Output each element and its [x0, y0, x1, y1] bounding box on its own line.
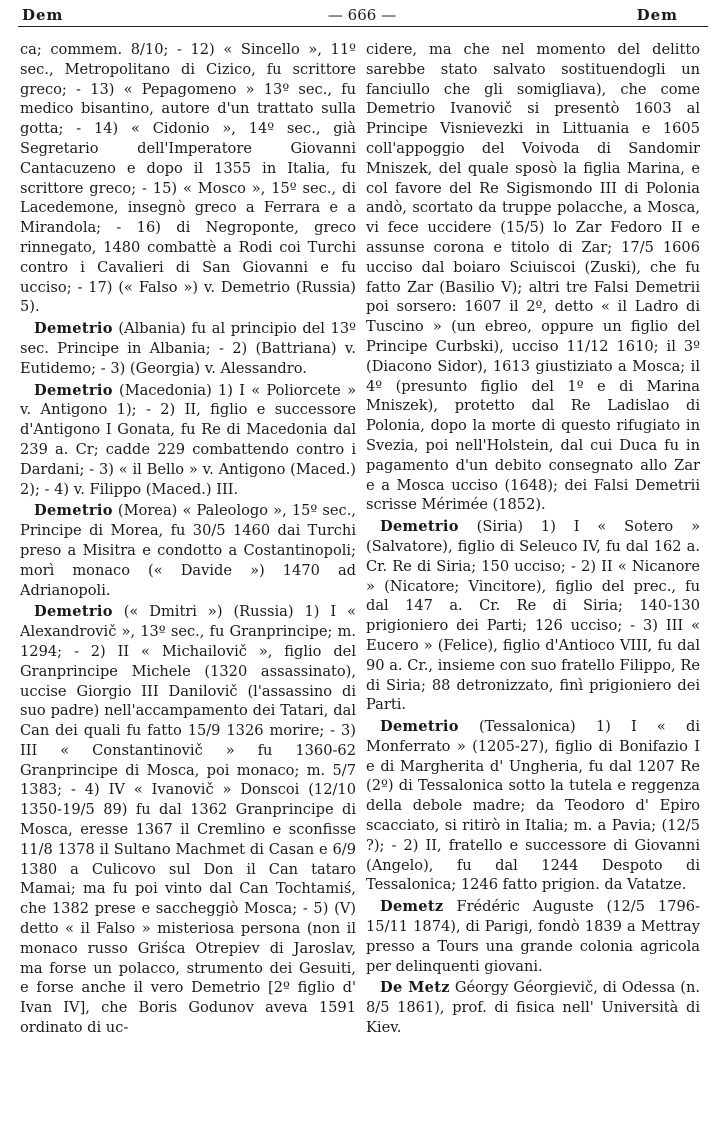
entry-headword: Demetrio	[34, 502, 113, 520]
entry-text: (Albania) fu al principio del 13º sec. Principe in Albania; - 2) (Battriana) v. Eutidemo; - 3) (Georgia) v. Alessandro.	[20, 320, 356, 377]
entry-headword: Demetrio	[380, 518, 459, 536]
entry-demetrio-siria	[366, 517, 700, 715]
entry-text: Géorgy Géorgievič, di Odessa (n. 8/5 1861), prof. di fisica nell' Università di Kiev.	[366, 979, 700, 1037]
entry-text: Frédéric Auguste (12/5 1796-15/11 1874), di Parigi, fondò 1839 a Mettray presso a Tours una grande colonia agricola per delinquenti giovani.	[366, 898, 700, 975]
entry-headword: De Metz	[380, 979, 450, 997]
header-left-word: Dem	[22, 6, 64, 24]
entry-demetz	[366, 897, 700, 976]
right-column	[366, 40, 700, 1040]
entry-continuation	[366, 40, 700, 515]
entry-demetrio-tessalonica	[366, 717, 700, 895]
entry-headword: Demetrio	[34, 320, 113, 338]
entry-text: (Tessalonica) 1) I « di Monferrato » (1205-27), figlio di Bonifazio I e di Margherita d' Ungheria, fu dal 1207 Re (2º) di Tessalonica sotto la tutela e reggenza della debole madre; da Teodoro d' Epiro scacciato, si ritirò in Italia; m. a Pavia; (12/5 ?); - 2) II, fratello e successore di Giovanni (Angelo), fu dal 1244 Despoto di Tessalonica; 1246 fatto prigion. da Vatatze.	[366, 718, 701, 894]
entry-text: ca; commem. 8/10; - 12) « Sincello », 11º sec., Metropolitano di Cizico, fu scrittore greco; - 13) « Pepagomeno » 13º sec., fu medico bisantino, autore d'un trattato sulla gotta; - 14) « Cidonio », 14º sec., già Segretario dell'Imperatore Giovanni Cantacuzeno e dopo il 1355 in Italia, fu scrittore greco; - 15) « Mosco », 15º sec., di Lacedemone, insegnò greco a Ferrara e a Mirandola; - 16) di Negroponte, greco rinnegato, 1480 combattè a Rodi coi Turchi contro i Cavalieri di San Giovanni e fu ucciso; - 17) (« Falso ») v. Demetrio (Russia) 5).	[20, 41, 356, 316]
running-header	[16, 4, 708, 28]
entry-de-metz	[366, 978, 700, 1037]
entry-text: (Siria) 1) I « Sotero » (Salvatore), figlio di Seleuco IV, fu dal 162 a. Cr. Re di Siria; 150 ucciso; - 2) II « Nicanore » (Nicatore; Vincitore), figlio del prec., fu dal 147 a. Cr. Re di Siria; 140-130 prigioniero dei Parti; 126 ucciso; - 3) III « Eucero » (Felice), figlio d'Antioco VIII, fu dal 90 a. Cr., insieme con suo fratello Filippo, Re di Siria; 88 detronizzato, finì prigioniero dei Parti.	[366, 518, 701, 714]
header-rule	[18, 26, 708, 27]
entry-text: cidere, ma che nel momento del delitto sarebbe stato salvato sostituendogli un fanciullo che gli somigliava), che come Demetrio Ivanovič si presentò 1603 al Principe Visnievezki in Littuania e 1605 coll'appoggio del Voivoda di Sandomir Mniszek, del quale sposò la figlia Marina, e col favore del Re Sigismondo III di Polonia andò, scortato da truppe polacche, a Mosca, vi fece uccidere (15/5) lo Zar Fedoro II e assunse corona e titolo di Zar; 17/5 1606 ucciso dal boiaro Sciuiscoi (Zuski), che fu fatto Zar (Basilio V); altri tre Falsi Demetrii poi sorsero: 1607 il 2º, detto « il Ladro di Tuscino » (un ebreo, oppure un figlio del Principe Curbski), ucciso 11/12 1610; il 3º (Diacono Sidor), 1613 giustiziato a Mosca; il 4º (presunto figlio del 1º e di Marina Mniszek), protetto dal Re Ladislao di Polonia, dopo la morte di questo rifugiato in Svezia, poi nell'Holstein, dal cui Duca fu in pagamento d'un debito consegnato allo Zar e a Mosca ucciso (1648); dei Falsi Demetrii scrisse Mérimée (1852).	[366, 41, 700, 514]
entry-continuation	[20, 40, 356, 317]
entry-text: (Macedonia) 1) I « Poliorcete » v. Antigono 1); - 2) II, figlio e successore d'Antigono I Gonata, fu Re di Macedonia dal 239 a. Cr; cadde 229 combattendo contro i Dardani; - 3) « il Bello » v. Antigono (Maced.) 2); - 4) v. Filippo (Maced.) III.	[20, 381, 356, 498]
entry-headword: Demetrio	[34, 381, 113, 399]
page-number: — 666 —	[327, 6, 397, 24]
entry-text: (Morea) « Paleologo », 15º sec., Principe di Morea, fu 30/5 1460 dai Turchi preso a Misitra e condotto a Costantinopoli; morì monaco (« Davide ») 1470 ad Adrianopoli.	[20, 502, 356, 599]
entry-headword: Demetrio	[34, 603, 113, 621]
entry-headword: Demetz	[380, 898, 444, 916]
entry-headword: Demetrio	[380, 718, 459, 736]
entry-demetrio-morea	[20, 501, 356, 600]
entry-demetrio-macedonia	[20, 381, 356, 500]
entry-demetrio-albania	[20, 319, 356, 378]
entry-text: (« Dmitri ») (Russia) 1) I « Alexandrovič », 13º sec., fu Granprincipe; m. 1294; - 2) II « Michailovič », figlio del Granprincipe Michele (1320 assassinato), uccise Giorgio III Danilovič (l'assassino di suo padre) nell'accampamento dei Tatari, dal Can dei quali fu fatto 15/9 1326 morire; - 3) III « Constantinovič » fu 1360-62 Granprincipe di Mosca, poi monaco; m. 5/7 1383; - 4) IV « Ivanovič » Donscoi (12/10 1350-19/5 89) fu dal 1362 Granprincipe di Mosca, eresse 1367 il Cremlino e sconfisse 11/8 1378 il Sultano Machmet di Casan e 6/9 1380 a Culicovo sul Don il Can tataro Mamai; ma fu poi vinto dal Can Tochtamiś, che 1382 prese e saccheggiò Mosca; - 5) (V) detto « il Falso » misteriosa persona (non il monaco russo Griśca Otrepiev di Jaroslav, ma forse un polacco, strumento dei Gesuiti, e forse anche il vero Demetrio [2º figlio d' Ivan IV], che Boris Godunov aveva 1591 ordinato di uc-	[20, 603, 357, 1037]
left-column	[20, 40, 356, 1040]
header-right-word: Dem	[636, 6, 678, 24]
entry-demetrio-russia	[20, 602, 356, 1038]
